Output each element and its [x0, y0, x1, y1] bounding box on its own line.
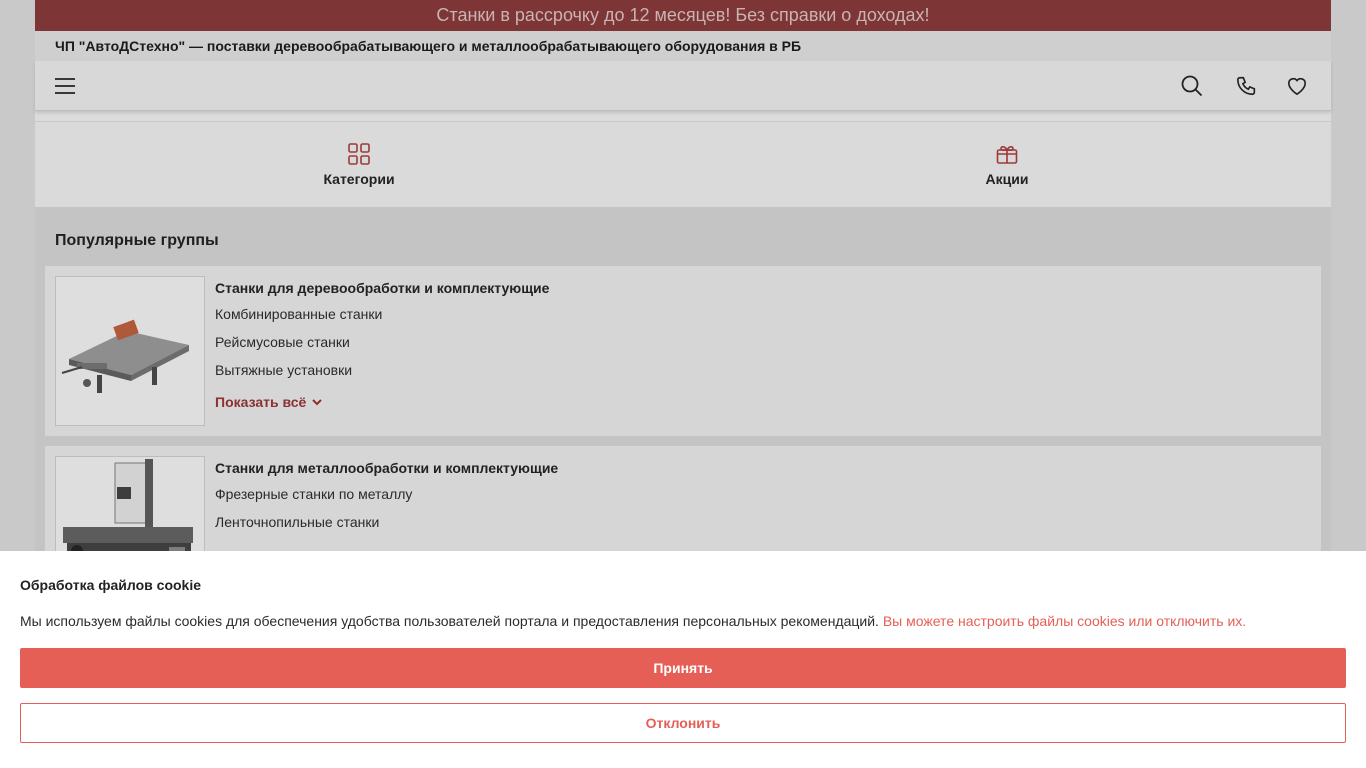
group-link[interactable]: Ленточнопильные станки — [215, 514, 380, 530]
grid-icon — [348, 143, 370, 165]
top-toolbar — [35, 61, 1331, 111]
promo-text: Станки в рассрочку до 12 месяцев! Без справки о доходах! — [436, 5, 930, 25]
gift-icon — [996, 143, 1018, 165]
cookie-banner — [0, 551, 1366, 768]
quick-nav-label: Категории — [323, 170, 395, 187]
phone-icon[interactable] — [1227, 66, 1267, 106]
menu-icon[interactable] — [45, 66, 85, 106]
company-tagline: ЧП "АвтоДСтехно" — поставки деревообрабатывающего и металлообрабатывающего оборудования в РБ — [35, 31, 1331, 61]
decline-button[interactable]: Отклонить — [20, 703, 1346, 743]
cookie-settings-link[interactable]: Вы можете настроить файлы cookies или отключить их. — [882, 613, 1247, 629]
group-card — [45, 266, 1321, 436]
cookie-message: Мы используем файлы cookies для обеспечения удобства пользователей портала и предоставления персональных рекомендаций. — [20, 613, 879, 629]
cookie-text — [20, 613, 1346, 629]
heart-icon[interactable] — [1277, 66, 1317, 106]
quick-nav-label: Акции — [985, 170, 1029, 187]
accept-button[interactable]: Принять — [20, 648, 1346, 688]
show-all-button[interactable] — [215, 394, 322, 410]
chevron-down-icon — [312, 399, 322, 406]
quick-nav-promotions[interactable] — [683, 122, 1331, 207]
search-icon[interactable] — [1172, 66, 1212, 106]
promo-banner[interactable] — [35, 0, 1331, 31]
section-title: Популярные группы — [55, 232, 219, 249]
quick-nav — [35, 121, 1331, 207]
group-link[interactable]: Рейсмусовые станки — [215, 334, 350, 350]
woodworking-machine-image — [57, 301, 203, 401]
group-link[interactable]: Фрезерные станки по металлу — [215, 486, 413, 502]
show-all-label: Показать всё — [215, 394, 307, 410]
cookie-title: Обработка файлов cookie — [20, 577, 202, 593]
group-link[interactable]: Комбинированные станки — [215, 306, 383, 322]
quick-nav-categories[interactable] — [35, 122, 683, 207]
group-title[interactable]: Станки для металлообработки и комплектующие — [215, 460, 559, 476]
group-title[interactable]: Станки для деревообработки и комплектующие — [215, 280, 550, 296]
group-image[interactable] — [55, 276, 205, 426]
group-link[interactable]: Вытяжные установки — [215, 362, 353, 378]
